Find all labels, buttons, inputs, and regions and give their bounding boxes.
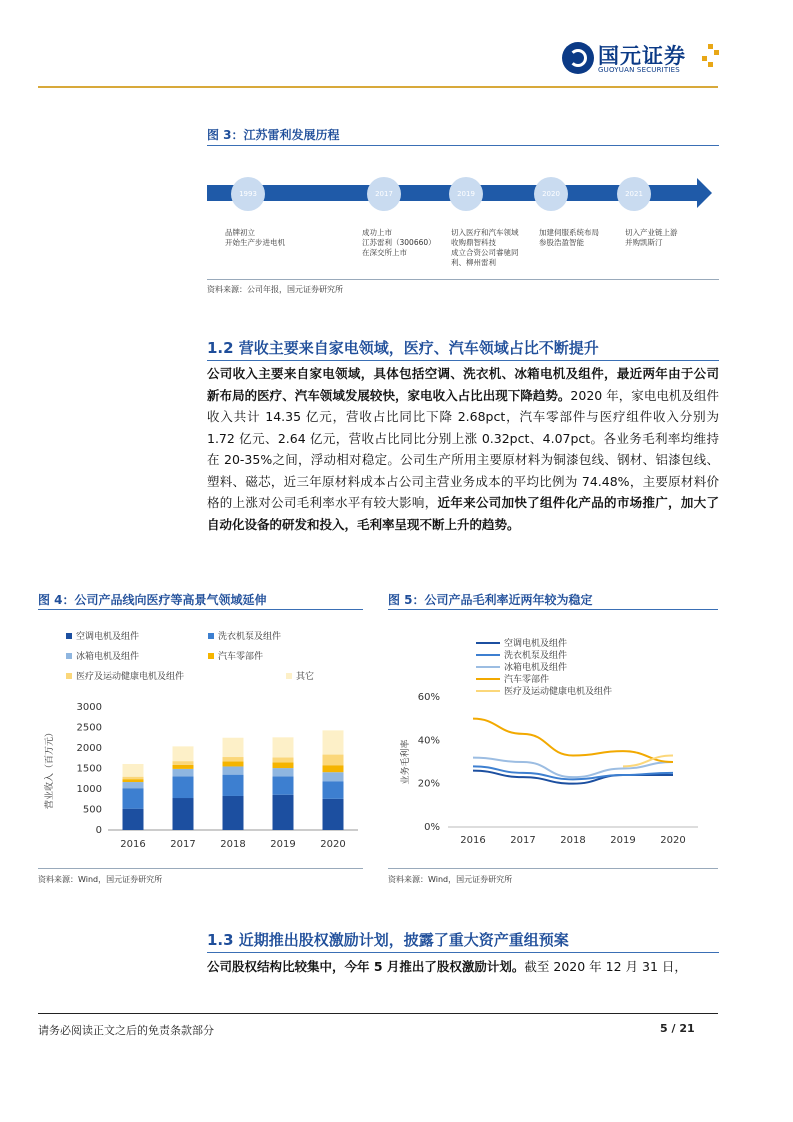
event-line: 并购凯斯汀 <box>625 238 663 247</box>
stacked-bar-chart <box>38 625 368 865</box>
event-line: 成立合资公司睿驰同 <box>451 248 519 257</box>
timeline-event-2 <box>362 228 436 258</box>
timeline-year-2: 2017 <box>367 177 401 211</box>
logo-dots-icon <box>702 44 720 72</box>
y-tick-label: 500 <box>82 804 102 816</box>
x-tick-label: 2018 <box>560 835 586 846</box>
fig3-title: 图 3：江苏雷利发展历程 <box>207 128 340 142</box>
y-tick-label: 40% <box>417 735 440 747</box>
fig3-underline <box>207 145 719 146</box>
bar-segment <box>273 768 294 776</box>
y-tick-label: 0 <box>95 825 102 836</box>
bar-segment <box>323 765 344 772</box>
section-1-3-title: 1.3 近期推出股权激励计划，披露了重大资产重组预案 <box>207 931 569 949</box>
legend-swatch <box>208 653 214 659</box>
bar-segment <box>273 757 294 762</box>
bar-segment <box>323 772 344 781</box>
y-tick-label: 0% <box>424 822 440 833</box>
x-tick-label: 2017 <box>170 839 196 850</box>
x-tick-label: 2018 <box>220 839 246 850</box>
legend-label: 洗衣机泵及组件 <box>218 632 282 642</box>
y-axis-label: 营业收入（百万元） <box>45 727 55 810</box>
bar-segment <box>273 762 294 768</box>
bar-segment <box>173 746 194 761</box>
bar-segment <box>273 737 294 757</box>
fig5-title: 图 5：公司产品毛利率近两年较为稳定 <box>388 593 593 607</box>
fig4-underline <box>38 609 363 610</box>
bar-segment <box>173 765 194 769</box>
event-line: 利、柳州雷利 <box>451 258 496 267</box>
bar-segment <box>123 788 144 809</box>
bar-segment <box>223 775 244 796</box>
x-tick-label: 2019 <box>610 835 636 846</box>
footer-divider <box>38 1013 718 1014</box>
timeline-event-5 <box>625 228 678 248</box>
y-tick-label: 2000 <box>76 743 102 754</box>
event-line: 品牌初立 <box>225 228 255 237</box>
x-tick-label: 2016 <box>460 835 486 846</box>
logo-en-text: GUOYUAN SECURITIES <box>598 66 680 74</box>
bar-segment <box>173 776 194 798</box>
bar-segment <box>123 809 144 830</box>
event-line: 切入产业链上游 <box>625 228 678 237</box>
legend-label: 其它 <box>296 672 315 682</box>
timeline-event-3 <box>451 228 519 268</box>
y-tick-label: 3000 <box>76 702 102 713</box>
event-line: 切入医疗和汽车领域 <box>451 228 519 237</box>
bar-segment <box>223 757 244 762</box>
timeline-year-3: 2019 <box>449 177 483 211</box>
bar-segment <box>123 764 144 777</box>
legend-swatch <box>66 673 72 679</box>
event-line: 开始生产步进电机 <box>225 238 285 247</box>
bar-segment <box>323 730 344 754</box>
timeline <box>207 160 719 270</box>
para-bold-lead: 公司收入主要来自家电领域，具体包括空调、洗衣机、冰箱电机及组件，最近两年由于公司新布局的医疗、汽车领域发展较快，家电收入占比出现下降趋势。 <box>207 366 719 403</box>
y-tick-label: 1000 <box>76 784 102 795</box>
bar-segment <box>223 796 244 830</box>
timeline-year-5: 2021 <box>617 177 651 211</box>
legend-label: 医疗及运动健康电机及组件 <box>504 687 613 697</box>
legend-swatch <box>208 633 214 639</box>
line-chart <box>388 630 718 855</box>
bar-segment <box>323 755 344 766</box>
section-1-3-paragraph <box>207 956 719 978</box>
bar-segment <box>223 738 244 757</box>
timeline-year-4: 2020 <box>534 177 568 211</box>
y-tick-label: 1500 <box>76 763 102 775</box>
fig4-title: 图 4：公司产品线向医疗等高景气领域延伸 <box>38 593 267 607</box>
para-bold-lead: 公司股权结构比较集中，今年 5 月推出了股权激励计划。 <box>207 959 525 974</box>
para-bold-tail: 近年来公司加快了组件化产品的市场推广，加大了自动化设备的研发和投入，毛利率呈现不断上升的趋势。 <box>207 495 719 532</box>
para-body: 截至 2020 年 12 月 31 日， <box>524 959 687 974</box>
bar-segment <box>223 762 244 767</box>
legend-swatch <box>286 673 292 679</box>
brand-logo <box>562 40 722 80</box>
fig3-bottom-rule <box>207 279 719 280</box>
x-tick-label: 2019 <box>270 839 296 850</box>
x-tick-label: 2020 <box>320 839 346 850</box>
bar-segment <box>273 776 294 794</box>
logo-cn-text: 国元证券 <box>598 44 686 68</box>
bar-segment <box>173 769 194 776</box>
event-line: 成功上市 <box>362 228 392 237</box>
series-line <box>473 719 673 762</box>
x-tick-label: 2020 <box>660 835 686 846</box>
legend-swatch <box>66 633 72 639</box>
page-number: 5 / 21 <box>660 1022 695 1035</box>
y-axis-label: 业务毛利率 <box>401 739 411 785</box>
footer-disclaimer: 请务必阅读正文之后的免责条款部分 <box>38 1024 214 1037</box>
bar-segment <box>323 799 344 830</box>
bar-segment <box>173 761 194 765</box>
bar-segment <box>323 781 344 799</box>
section-1-3-underline <box>207 952 719 953</box>
section-1-2-underline <box>207 360 719 361</box>
bar-segment <box>273 795 294 830</box>
fig3-source: 资料来源：公司年报，国元证券研究所 <box>207 285 343 294</box>
timeline-event-4 <box>539 228 599 248</box>
x-tick-label: 2016 <box>120 839 146 850</box>
y-tick-label: 60% <box>417 692 440 703</box>
section-1-2-paragraph <box>207 363 719 535</box>
event-line: 江苏雷利（300660） <box>362 238 436 247</box>
event-line: 参股浩盈智能 <box>539 238 584 247</box>
legend-label: 医疗及运动健康电机及组件 <box>76 672 185 682</box>
bar-segment <box>123 777 144 779</box>
bar-segment <box>173 798 194 830</box>
para-body: 2020 年，家电电机及组件收入共计 14.35 亿元，营收占比同比下降 2.68pct，汽车零部件与医疗组件收入分别为 1.72 亿元、2.64 亿元，营收占比同比分别上涨 0.32pct、4.07pct。各业务毛利率均维持在 20-35%之间，浮动相对稳定。公司生产所用主要原材料为铜漆包线、钢材、铝漆包线、塑料、磁芯，近三年原材料成本占公司主营业务成本的平均比例为 74.48%，主要原材料价格的上涨对公司毛利率水平有较大影响， <box>207 387 719 510</box>
legend-label: 空调电机及组件 <box>76 632 140 642</box>
fig5-bottom-rule <box>388 868 718 869</box>
event-line: 收购鼎智科技 <box>451 238 496 247</box>
bar-segment <box>123 779 144 782</box>
logo-icon <box>562 42 594 74</box>
legend-label: 冰箱电机及组件 <box>76 652 140 662</box>
legend-label: 空调电机及组件 <box>504 639 568 649</box>
fig4-source: 资料来源：Wind，国元证券研究所 <box>38 875 163 884</box>
legend-label: 汽车零部件 <box>504 675 550 685</box>
legend-swatch <box>66 653 72 659</box>
fig4-bottom-rule <box>38 868 363 869</box>
header-divider <box>38 86 718 88</box>
timeline-year-1: 1993 <box>231 177 265 211</box>
legend-label: 洗衣机泵及组件 <box>504 651 568 661</box>
fig5-source: 资料来源：Wind，国元证券研究所 <box>388 875 513 884</box>
legend-label: 汽车零部件 <box>218 652 264 662</box>
x-tick-label: 2017 <box>510 835 536 846</box>
legend-label: 冰箱电机及组件 <box>504 663 568 673</box>
bar-segment <box>223 766 244 774</box>
y-tick-label: 20% <box>417 778 440 790</box>
section-1-2-title: 1.2 营收主要来自家电领域，医疗、汽车领域占比不断提升 <box>207 339 599 357</box>
event-line: 在深交所上市 <box>362 248 407 257</box>
y-tick-label: 2500 <box>76 722 102 734</box>
event-line: 加建伺服系统布局 <box>539 228 599 237</box>
bar-segment <box>123 782 144 788</box>
timeline-event-1 <box>225 228 285 248</box>
fig5-underline <box>388 609 718 610</box>
